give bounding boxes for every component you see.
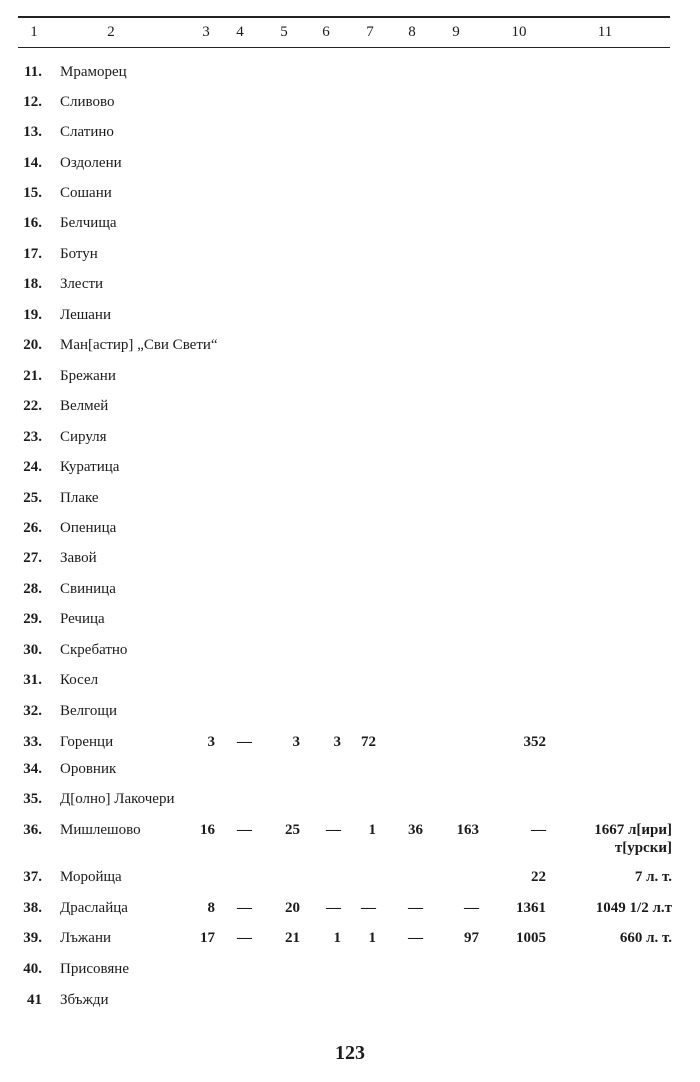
table-row: [0, 668, 700, 692]
table-row: [0, 757, 700, 781]
table-row: [0, 60, 700, 84]
row-number: 19.: [23, 307, 42, 323]
column-header-8: 8: [408, 24, 416, 40]
row-number: 35.: [23, 791, 42, 807]
cell-col-6: 3: [333, 734, 341, 750]
table-row: [0, 577, 700, 601]
village-name: Оздолени: [60, 155, 122, 171]
cell-col-7: 1: [368, 930, 376, 946]
table-row: [0, 699, 700, 723]
cell-col-9: 163: [456, 822, 479, 838]
cell-col-4: —: [237, 900, 252, 916]
village-name: Лъжани: [60, 930, 112, 946]
row-number: 30.: [23, 642, 42, 658]
cell-col-5: 3: [292, 734, 300, 750]
row-number: 27.: [23, 550, 42, 566]
village-name: Опеница: [60, 520, 117, 536]
row-number: 39.: [23, 930, 42, 946]
column-header-1: 1: [30, 24, 38, 40]
cell-col-6: —: [326, 900, 341, 916]
village-name: Сливово: [60, 94, 115, 110]
village-name: Свиница: [60, 581, 116, 597]
row-number: 18.: [23, 276, 42, 292]
village-name: Мраморец: [60, 64, 127, 80]
table-row: [0, 957, 700, 981]
table-row: [0, 730, 700, 754]
top-rule: [18, 16, 670, 18]
village-name: Д[олно] Лакочери: [60, 791, 175, 807]
village-name: Присовяне: [60, 961, 129, 977]
cell-col-9: —: [464, 900, 479, 916]
row-number: 36.: [23, 822, 42, 838]
village-name: Ман[астир] „Сви Свети“: [60, 337, 218, 353]
village-name: Плаке: [60, 490, 99, 506]
row-number: 29.: [23, 611, 42, 627]
cell-col-9: 97: [464, 930, 479, 946]
row-number: 34.: [23, 761, 42, 777]
cell-col-10: 1361: [516, 900, 546, 916]
table-row: [0, 90, 700, 114]
cell-col-5: 25: [285, 822, 300, 838]
table-row: [0, 988, 700, 1012]
page-number: 123: [335, 1042, 365, 1064]
table-row: [0, 607, 700, 631]
village-name: Драслайца: [60, 900, 128, 916]
village-name: Белчища: [60, 215, 117, 231]
table-row: [0, 455, 700, 479]
cell-col-5: 20: [285, 900, 300, 916]
row-number: 40.: [23, 961, 42, 977]
table-row: [0, 394, 700, 418]
row-number: 25.: [23, 490, 42, 506]
village-name: Сируля: [60, 429, 107, 445]
table-row: [0, 516, 700, 540]
column-header-6: 6: [322, 24, 330, 40]
table-row: [0, 546, 700, 570]
village-name: Брежани: [60, 368, 116, 384]
row-number: 22.: [23, 398, 42, 414]
cell-col-3: 17: [200, 930, 215, 946]
village-name: Моройща: [60, 869, 122, 885]
row-number: 23.: [23, 429, 42, 445]
village-name: Речица: [60, 611, 105, 627]
column-header-5: 5: [280, 24, 288, 40]
table-row: [0, 486, 700, 510]
cell-col-6: —: [326, 822, 341, 838]
cell-col-10: 1005: [516, 930, 546, 946]
row-number: 12.: [23, 94, 42, 110]
village-name: Велгощи: [60, 703, 118, 719]
table-row: [0, 151, 700, 175]
cell-col-7: 1: [368, 822, 376, 838]
row-number: 41: [27, 992, 42, 1008]
row-number: 20.: [23, 337, 42, 353]
row-number: 32.: [23, 703, 42, 719]
row-number: 15.: [23, 185, 42, 201]
village-name: Велмей: [60, 398, 109, 414]
row-number: 14.: [23, 155, 42, 171]
row-number: 38.: [23, 900, 42, 916]
table-row: [0, 865, 700, 889]
column-header-11: 11: [597, 24, 613, 40]
table-row: [0, 303, 700, 327]
village-name: Злести: [60, 276, 104, 292]
village-name: Косел: [60, 672, 99, 688]
row-number: 28.: [23, 581, 42, 597]
cell-col-10: —: [531, 822, 546, 838]
table-row: [0, 242, 700, 266]
column-header-9: 9: [452, 24, 460, 40]
table-row: [0, 333, 700, 357]
row-number: 37.: [23, 869, 42, 885]
table-row: [0, 211, 700, 235]
cell-col-4: —: [237, 822, 252, 838]
row-number: 13.: [23, 124, 42, 140]
column-header-3: 3: [202, 24, 210, 40]
village-name: Лешани: [60, 307, 111, 323]
row-number: 24.: [23, 459, 42, 475]
cell-col-3: 8: [207, 900, 215, 916]
column-header-7: 7: [366, 24, 374, 40]
table-row: [0, 787, 700, 811]
table-row: [0, 638, 700, 662]
header-rule: [18, 47, 670, 48]
column-header-4: 4: [236, 24, 244, 40]
cell-col-7: —: [361, 900, 376, 916]
village-name: Ботун: [60, 246, 98, 262]
table-row: [0, 425, 700, 449]
cell-col-4: —: [237, 930, 252, 946]
cell-col-5: 21: [285, 930, 300, 946]
row-number: 16.: [23, 215, 42, 231]
cell-col-8: —: [408, 900, 423, 916]
cell-col-11: 7 л. т.: [634, 869, 672, 885]
cell-col-10: 352: [523, 734, 546, 750]
cell-col-10: 22: [531, 869, 546, 885]
row-number: 17.: [23, 246, 42, 262]
village-name: Збъжди: [60, 992, 109, 1008]
row-number: 21.: [23, 368, 42, 384]
table-row: [0, 896, 700, 920]
village-name: Оровник: [60, 761, 117, 777]
table-row: [0, 181, 700, 205]
cell-col-11-note: т[урски]: [614, 840, 672, 856]
cell-col-8: 36: [408, 822, 423, 838]
table-row: [0, 120, 700, 144]
village-name: Куратица: [60, 459, 120, 475]
table-row: [0, 272, 700, 296]
cell-col-11: 1667 л[ири]: [594, 822, 672, 838]
village-name: Сошани: [60, 185, 112, 201]
village-name: Завой: [60, 550, 97, 566]
village-name: Горенци: [60, 734, 114, 750]
column-header-10: 10: [511, 24, 527, 40]
row-number: 33.: [23, 734, 42, 750]
cell-col-11: 1049 1/2 л.т: [595, 900, 672, 916]
cell-col-6: 1: [333, 930, 341, 946]
row-number: 31.: [23, 672, 42, 688]
village-name: Скребатно: [60, 642, 128, 658]
cell-col-7: 72: [361, 734, 376, 750]
cell-col-3: 3: [207, 734, 215, 750]
cell-col-4: —: [237, 734, 252, 750]
table-row: [0, 926, 700, 950]
village-name: Слатино: [60, 124, 114, 140]
table-row: [0, 818, 700, 862]
column-header-2: 2: [107, 24, 115, 40]
cell-col-11: 660 л. т.: [619, 930, 672, 946]
village-name: Мишлешово: [60, 822, 141, 838]
cell-col-8: —: [408, 930, 423, 946]
row-number: 26.: [23, 520, 42, 536]
table-row: [0, 364, 700, 388]
row-number: 11.: [24, 64, 42, 80]
cell-col-3: 16: [200, 822, 215, 838]
